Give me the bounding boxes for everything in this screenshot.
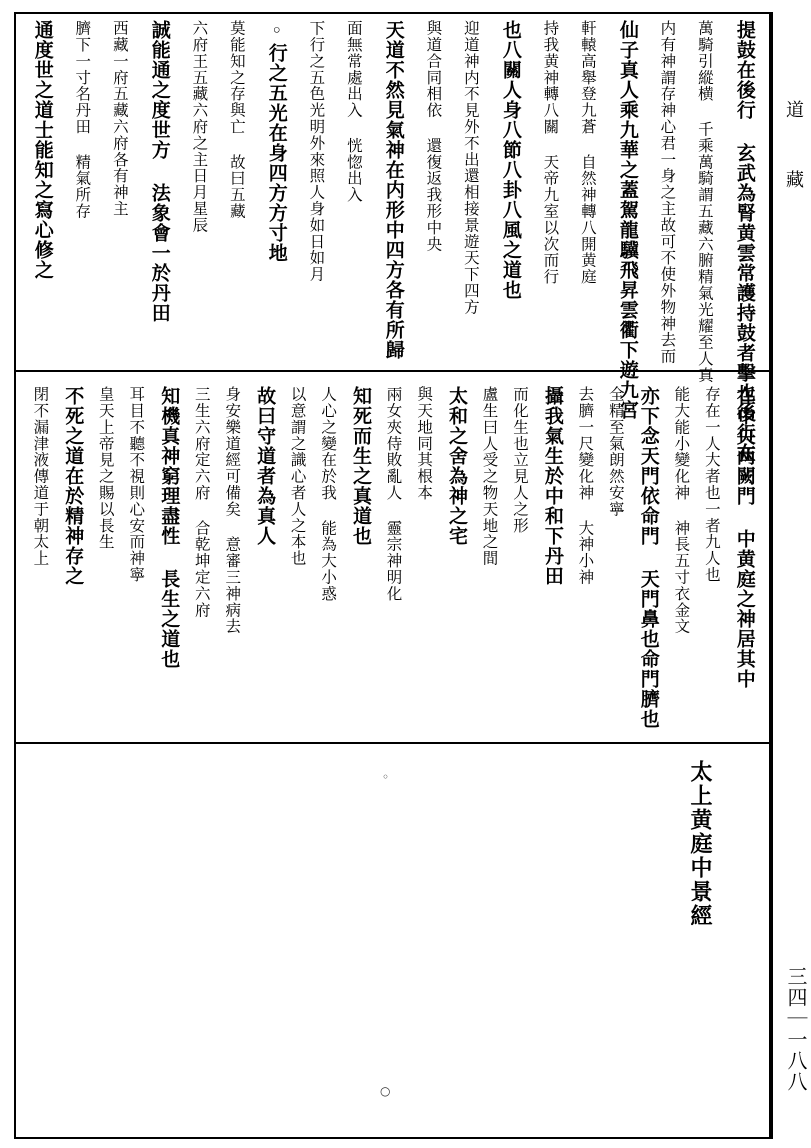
text-column: 六府王五藏六府之主日月星辰 bbox=[190, 20, 209, 234]
text-column: 知死而生之真道也 bbox=[350, 386, 373, 546]
text-column: 攝我氣生於中和下丹田 bbox=[541, 386, 564, 586]
text-column: 三生六府定六府 合乾坤定六府 bbox=[192, 386, 211, 619]
text-column: 持我黄神轉八關 天帝九室以次而行 bbox=[541, 20, 560, 285]
register-divider-upper bbox=[14, 370, 771, 372]
text-column: 提鼓在後行 玄武為腎黄雲常護持鼓者擊也後行在 bbox=[733, 20, 756, 463]
text-column: 盧生曰人受之物天地之間 bbox=[480, 386, 499, 567]
text-column: 仙子真人乘九華之蓋駕龍驥飛昇雲衢下遊九宮 bbox=[616, 20, 639, 420]
text-column: 知機真神窮理盡性 長生之道也 bbox=[158, 386, 181, 669]
text-column: 臍下一寸名丹田 精氣所存 bbox=[73, 20, 92, 220]
text-column: 面無常處出入 恍惚出入 bbox=[344, 20, 363, 203]
text-column: 莫能知之存與亡 故曰五藏 bbox=[227, 20, 246, 220]
text-column: 内有神謂存神心君一身之主故可不使外物神去而 bbox=[658, 20, 677, 365]
text-column: 存在一人大者也一者九人也 bbox=[702, 386, 721, 583]
text-column: 誠能通之度世方 法象會一於丹田 bbox=[148, 20, 171, 323]
text-column: 閉不漏津液傳道于朝太上 bbox=[31, 386, 50, 567]
text-column: 萬騎引縱横 千乘萬騎謂五藏六腑精氣光耀至人真 bbox=[695, 20, 714, 384]
margin-label-zang: 藏 bbox=[783, 170, 804, 202]
text-column: 太和之舍為神之宅 bbox=[445, 386, 468, 546]
register-divider-lower bbox=[14, 742, 771, 744]
text-column: 西藏一府五藏六府各有神主 bbox=[110, 20, 129, 217]
page-number: 三四｜一八八 bbox=[784, 966, 808, 1092]
text-column: 皇天上帝見之賜以長生 bbox=[96, 386, 115, 550]
margin-rule bbox=[771, 12, 773, 1139]
text-column: 耳目不聽不視則心安而神寧 bbox=[127, 386, 146, 583]
text-column: 迎道神内不見外不出還相接景遊天下四方 bbox=[461, 20, 480, 316]
text-column: 亦下念天門依命門 天門鼻也命門臍也 bbox=[637, 386, 660, 729]
text-column: 也八關人身八節八卦八風之道也 bbox=[499, 20, 522, 300]
text-column: 而化生也立見人之形 bbox=[510, 386, 529, 534]
text-column: 與道合同相依 還復返我形中央 bbox=[424, 20, 443, 253]
text-column: 與天地同其根本 bbox=[415, 386, 434, 501]
text-column: 去臍一尺變化神 大神小神 bbox=[576, 386, 595, 586]
text-column: 不死之道在於精神存之 bbox=[62, 386, 85, 586]
lower-register bbox=[30, 386, 756, 736]
text-column: 天道不然見氣神在内形中四方各有所歸 bbox=[382, 20, 405, 360]
small-circle-mark-bottom: ○ bbox=[380, 1084, 391, 1098]
text-column: 通度世之道士能知之寫心修之 bbox=[31, 20, 54, 280]
sutra-title: 太上黄庭中景經 bbox=[687, 760, 713, 928]
small-circle-mark: ◦ bbox=[382, 770, 390, 784]
text-column: 身安樂道經可備矣 意審三神病去 bbox=[223, 386, 242, 635]
text-column: 故曰守道者為真人 bbox=[254, 386, 277, 546]
text-column: 人心之變在於我 能為大小惑 bbox=[319, 386, 338, 602]
text-column: 能大能小變化神 神長五寸衣金文 bbox=[672, 386, 691, 635]
text-column: 在中央两闕門 中黄庭之神居其中 bbox=[733, 386, 756, 689]
text-column: 兩女夾侍敗亂人 靈宗神明化 bbox=[384, 386, 403, 602]
margin-label-dao: 道 bbox=[783, 100, 804, 132]
text-column: ◦行之五光在身四方方寸地 bbox=[265, 20, 288, 263]
text-column: 全精至氣朗然安寧 bbox=[606, 386, 625, 518]
text-column: 下行之五色光明外來照人身如日如月 bbox=[307, 20, 326, 283]
text-column: 以意謂之識心者人之本也 bbox=[288, 386, 307, 567]
text-column: 軒轅高舉登九蒼 自然神轉八開黄庭 bbox=[578, 20, 597, 285]
